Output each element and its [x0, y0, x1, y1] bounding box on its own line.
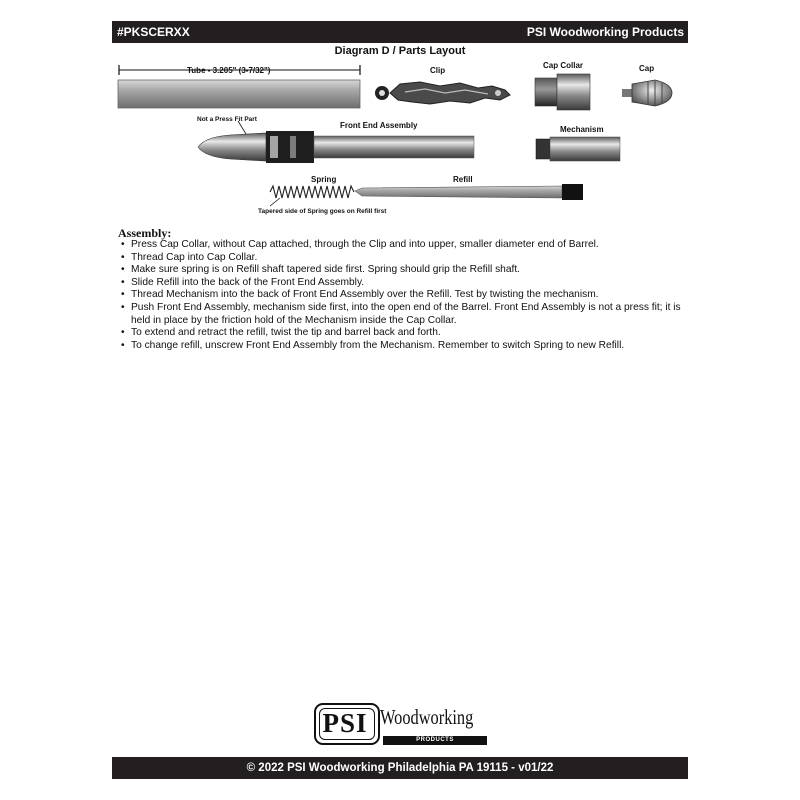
cap-part [622, 80, 672, 106]
diagram-title: Diagram D / Parts Layout [334, 45, 466, 57]
refill-part [355, 184, 583, 200]
product-sku: #PKSCERXX [117, 25, 190, 39]
cap-collar-label: Cap Collar [543, 61, 584, 70]
assembly-step: • Slide Refill into the back of the Front End Assembly. [118, 277, 683, 290]
cap-collar-part [535, 74, 590, 110]
mechanism-part [536, 137, 620, 161]
logo-psi-text: PSI [322, 708, 368, 738]
spring-part [270, 186, 354, 198]
refill-label: Refill [453, 175, 473, 184]
assembly-step: • Make sure spring is on Refill shaft tapered side first. Spring should grip the Refill shaft. [118, 264, 683, 277]
not-press-fit-label: Not a Press Fit Part [197, 116, 257, 123]
assembly-step: • To change refill, unscrew Front End Assembly from the Mechanism. Remember to switch Spring to new Refill. [118, 340, 683, 353]
spring-label: Spring [311, 175, 337, 184]
tapered-note-label: Tapered side of Spring goes on Refill first [258, 208, 387, 215]
company-name: PSI Woodworking Products [526, 25, 684, 39]
parts-diagram [0, 0, 800, 225]
mechanism-label: Mechanism [560, 125, 604, 134]
footer-bar: © 2022 PSI Woodworking Philadelphia PA 19115 - v01/22 [112, 757, 688, 779]
front-end-assembly-part [198, 131, 474, 163]
assembly-step: • Push Front End Assembly, mechanism side first, into the open end of the Barrel. Front End Assembly is not a press fit; it is held in place by the friction hold of the Mechanism inside the Cap Collar. [118, 302, 683, 327]
tapered-note-pointer [270, 198, 280, 206]
logo-products-text: PRODUCTS [383, 736, 487, 745]
tube-part [118, 80, 360, 108]
clip-label: Clip [430, 66, 446, 75]
assembly-heading: Assembly: [118, 226, 172, 240]
assembly-step: • Thread Cap into Cap Collar. [118, 252, 683, 265]
assembly-step: • Press Cap Collar, without Cap attached, through the Clip and into upper, smaller diameter end of Barrel. [118, 239, 683, 252]
assembly-step: • Thread Mechanism into the back of Front End Assembly over the Refill. Test by twisting the mechanism. [118, 289, 683, 302]
clip-part [375, 82, 510, 104]
assembly-steps-list [118, 239, 683, 352]
logo-woodworking-text: Woodworking [380, 705, 474, 729]
cap-label: Cap [639, 64, 655, 73]
tube-label: Tube - 3.205" (3-7/32") [187, 66, 271, 75]
assembly-step: • To extend and retract the refill, twist the tip and barrel back and forth. [118, 327, 683, 340]
front-end-assembly-label: Front End Assembly [340, 121, 418, 130]
psi-woodworking-logo [314, 703, 486, 747]
